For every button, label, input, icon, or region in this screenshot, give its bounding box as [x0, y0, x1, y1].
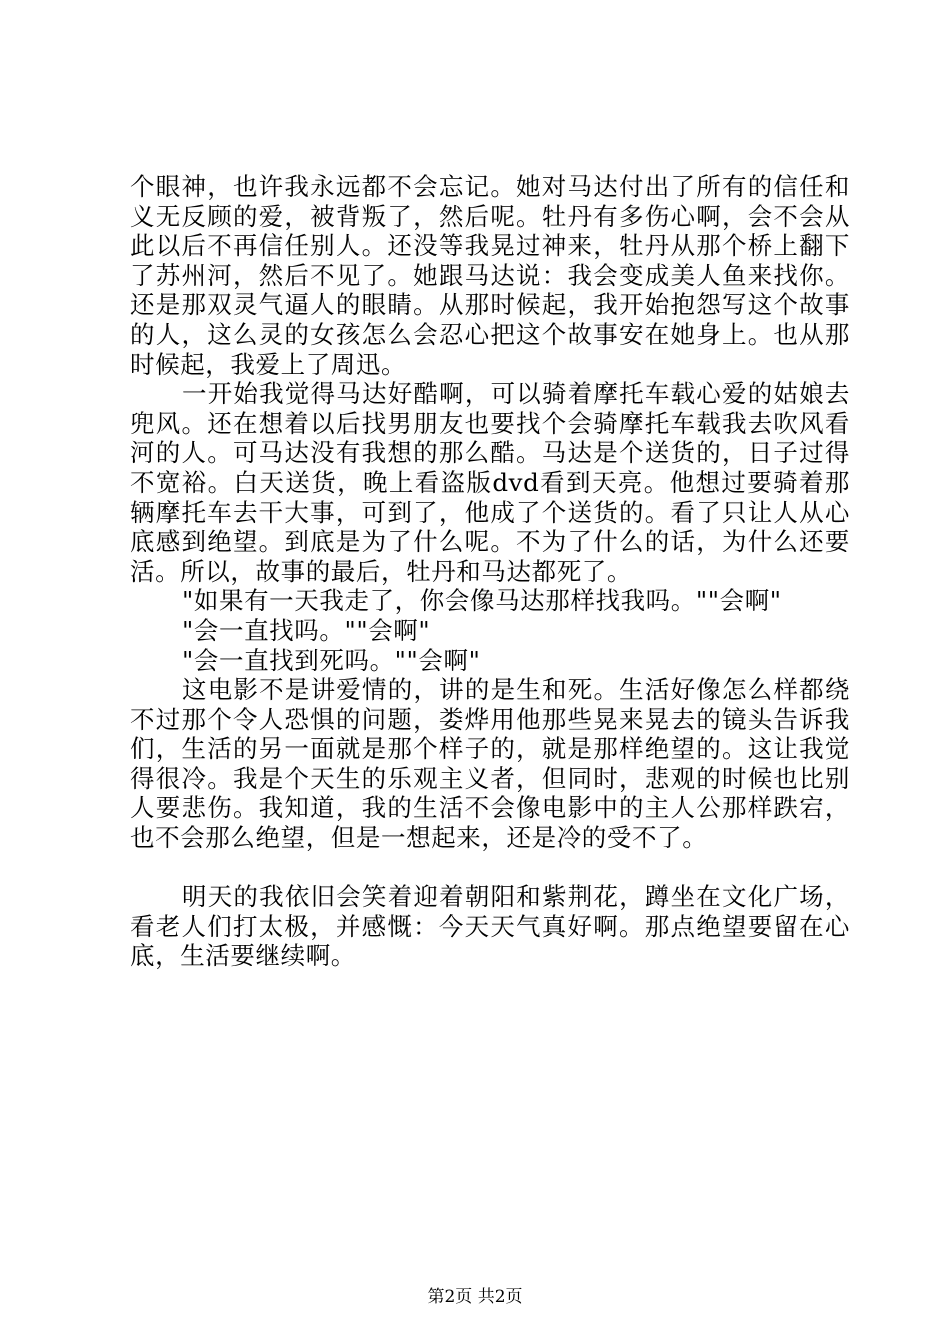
paragraph-continuation: 个眼神，也许我永远都不会忘记。她对马达付出了所有的信任和义无反顾的爱，被背叛了，然后呢。牡丹有多伤心啊，会不会从此以后不再信任别人。还没等我晃过神来，牡丹从那个桥上翻下了苏州河，然后不见了。她跟马达说：我会变成美人鱼来找你。还是那双灵气逼人的眼睛。从那时候起，我开始抱怨写这个故事的人，这么灵的女孩怎么会忍心把这个故事安在她身上。也从那时候起，我爱上了周迅。: [130, 172, 850, 379]
paragraph-mada: 一开始我觉得马达好酷啊，可以骑着摩托车载心爱的姑娘去兜风。还在想着以后找男朋友也要找个会骑摩托车载我去吹风看河的人。可马达没有我想的那么酷。马达是个送货的，日子过得不宽裕。白天送货，晚上看盗版dvd看到天亮。他想过要骑着那辆摩托车去干大事，可到了，他成了个送货的。看了只让人从心底感到绝望。到底是为了什么呢。不为了什么的话，为什么还要活。所以，故事的最后，牡丹和马达都死了。: [130, 379, 850, 586]
paragraph-spacer: [130, 853, 850, 883]
paragraph-life-and-death: 这电影不是讲爱情的，讲的是生和死。生活好像怎么样都绕不过那个令人恐惧的问题，娄烨用他那些晃来晃去的镜头告诉我们，生活的另一面就是那个样子的，就是那样绝望的。这让我觉得很冷。我是个天生的乐观主义者，但同时，悲观的时候也比别人要悲伤。我知道，我的生活不会像电影中的主人公那样跌宕，也不会那么绝望，但是一想起来，还是冷的受不了。: [130, 675, 850, 853]
dialogue-line-1: "如果有一天我走了，你会像马达那样找我吗。""会啊": [182, 586, 782, 616]
body-text: [130, 172, 850, 971]
page-number-footer: 第2页 共2页: [427, 1287, 523, 1307]
paragraph-tomorrow: 明天的我依旧会笑着迎着朝阳和紫荆花，蹲坐在文化广场，看老人们打太极，并感慨：今天天气真好啊。那点绝望要留在心底，生活要继续啊。: [130, 882, 850, 971]
dialogue-line-2: "会一直找吗。""会啊": [182, 615, 431, 645]
dialogue-line-3: "会一直找到死吗。""会啊": [182, 645, 481, 675]
